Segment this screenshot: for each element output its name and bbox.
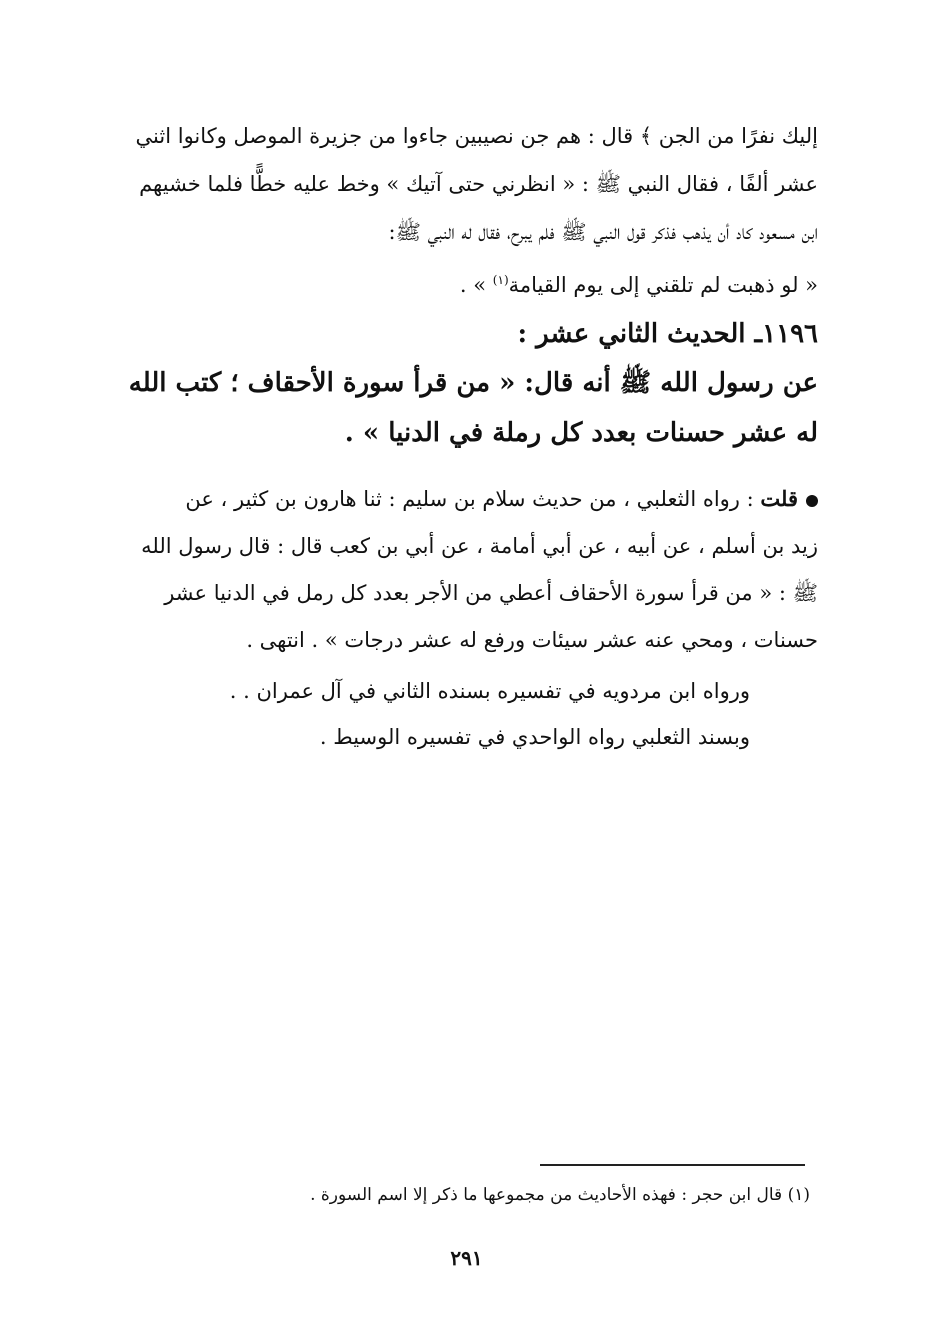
commentary-line-2: زيد بن أسلم ، عن أبيه ، عن أبي أمامة ، عن أبي بن كعب قال : قال رسول الله [141,534,818,558]
additional-notes [200,668,750,760]
commentary-paragraph [95,475,818,664]
extra-line-1: ورواه ابن مردويه في تفسيره بسنده الثاني في آل عمران . . [229,679,750,703]
commentary-line-1 [95,475,818,523]
commentary-line-1-text: : رواه الثعلبي ، من حديث سلام بن سليم : ثنا هارون بن كثير ، عن [185,487,761,511]
footnote-ref: (١) [492,273,509,287]
bullet-icon [806,495,818,507]
intro-paragraph [100,112,818,309]
intro-line-4 [100,256,818,309]
intro-line-2: عشر ألفًا ، فقال النبي ﷺ : « انظرني حتى آتيك » وخط عليه خطًّا فلما خشيهم [139,172,818,196]
footnote-divider [540,1164,805,1166]
hadith-line-2: له عشر حسنات بعدد كل رملة في الدنيا » . [344,418,818,448]
hadith-text [90,358,818,458]
intro-line-1: إليك نفرًا من الجن ﴾ قال : هم جن نصيبين جاءوا من جزيرة الموصل وكانوا اثني [135,124,818,148]
intro-line-4-end: » . [459,273,493,297]
hadith-heading-text: ١١٩٦ـ الحديث الثاني عشر : [517,319,818,349]
commentary-label: قلت [760,486,798,511]
page-number: ٢٩١ [450,1246,483,1270]
hadith-heading [100,310,818,358]
commentary-line-4: حسنات ، ومحي عنه عشر سيئات ورفع له عشر درجات » . انتهى . [246,628,818,652]
intro-line-3: ابن مسعود كاد أن يذهب فذكر قول النبي ﷺ فلم يبرح، فقال له النبي ﷺ: [388,220,818,244]
commentary-line-3: ﷺ : « من قرأ سورة الأحقاف أعطي من الأجر بعدد كل رمل في الدنيا عشر [164,581,818,605]
hadith-line-1: عن رسول الله ﷺ أنه قال: « من قرأ سورة الأحقاف ؛ كتب الله [128,368,818,398]
intro-line-4-text: « لو ذهبت لم تلقني إلى يوم القيامة [508,273,818,297]
extra-line-2: وبسند الثعلبي رواه الواحدي في تفسيره الوسيط . [319,725,750,749]
footnote: (١) قال ابن حجر : فهذه الأحاديث من مجموعها ما ذكر إلا اسم السورة . [310,1185,810,1205]
